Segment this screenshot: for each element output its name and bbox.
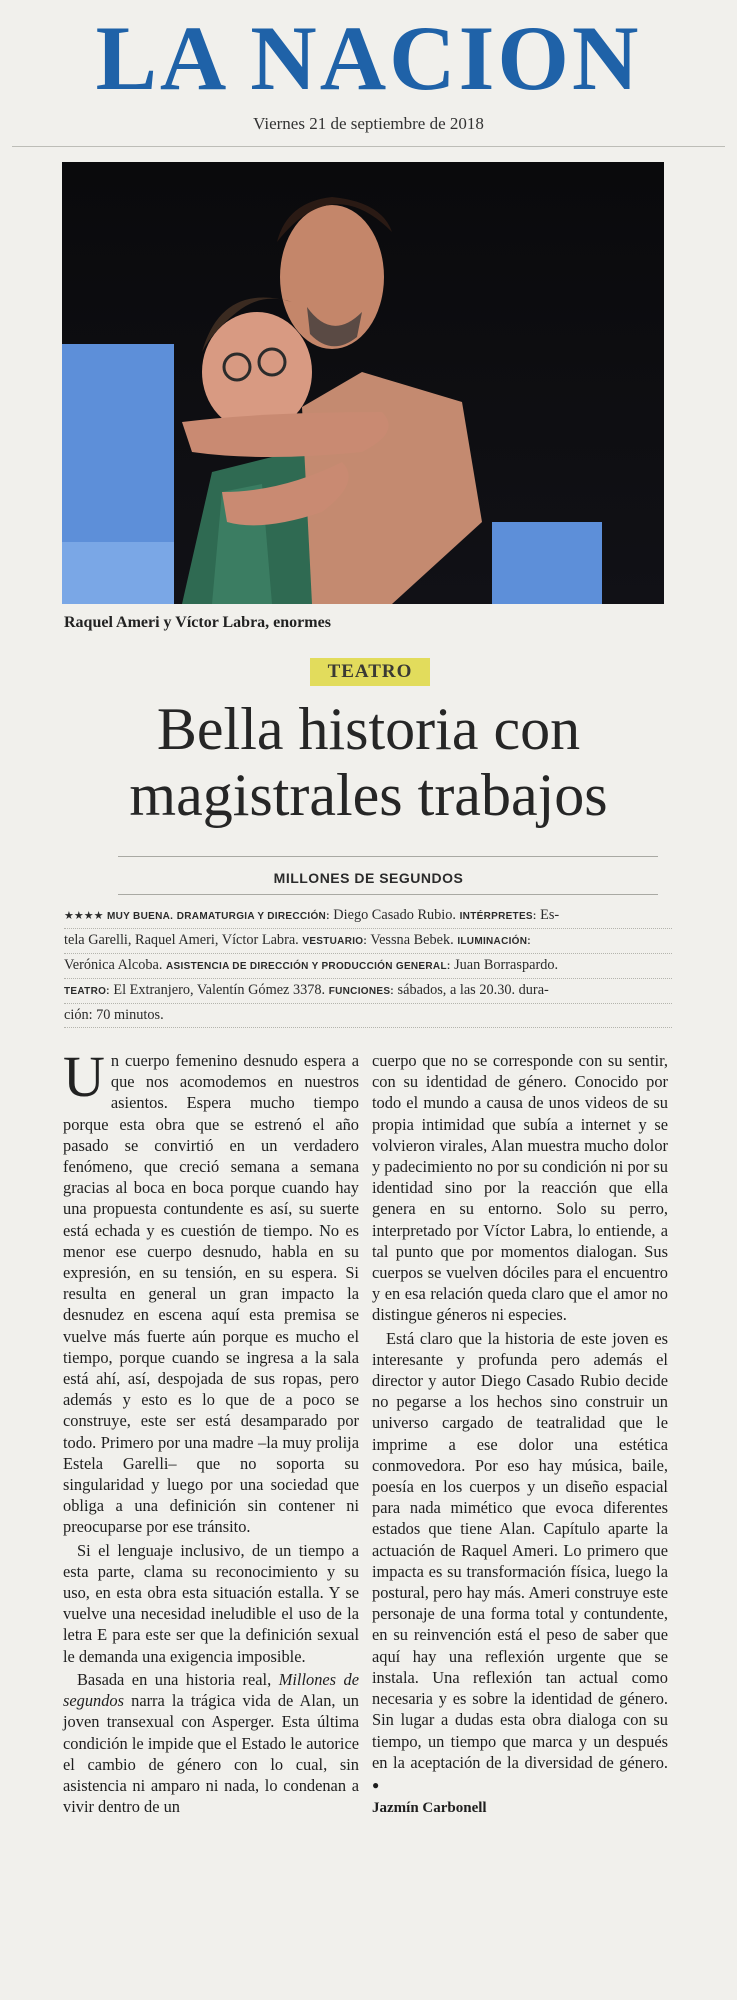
article-column-1 bbox=[63, 1044, 359, 1819]
interpretes-label: INTÉRPRETES: bbox=[459, 911, 537, 922]
credits-line-5 bbox=[64, 1004, 672, 1028]
credits-line-3 bbox=[64, 954, 672, 979]
iluminacion-label: ILUMINACIÓN: bbox=[457, 936, 531, 947]
paragraph-text: Basada en una historia real, bbox=[77, 1669, 279, 1689]
paragraph bbox=[372, 1328, 668, 1796]
credits-line-4 bbox=[64, 979, 672, 1004]
subhead-divider bbox=[118, 894, 658, 895]
photo-caption: Raquel Ameri y Víctor Labra, enormes bbox=[64, 614, 331, 631]
credits-line-1 bbox=[64, 904, 672, 929]
interpretes-value-b: tela Garelli, Raquel Ameri, Víctor Labra. bbox=[64, 932, 299, 948]
drop-cap: U bbox=[63, 1044, 105, 1109]
funciones-value-b: ción: 70 minutos. bbox=[64, 1007, 164, 1023]
paragraph bbox=[63, 1044, 359, 1538]
newspaper-masthead: LA NACION bbox=[95, 7, 642, 109]
paragraph-text: Está claro que la historia de este joven es interesante y profunda pero además el director y autor Diego Casado Rubio decide no pegarse a los hechos sino construir un universo cargado de teatralidad que le imprime a ese dolor una estética conmovedora. Por eso hay música, baile, poesía en los cuerpos y un diseño espacial para nada mimético que evoca diferentes estados que tiene Alan. Capítulo aparte la actuación de Raquel Ameri. Lo primero que impacta es su transformación física, luego la postural, pero hay más. Ameri construye este personaje de una forma total y contundente, en su reinvención está el peso de saber que aquí hay una reflexión urgente que se instala. Una reflexión tan actual como necesaria y es sobre la identidad de género. Sin lugar a dudas esta obra dialoga con su tiempo, un tiempo que marca y un después en la aceptación de la diversidad de género. bbox=[372, 1328, 668, 1772]
paragraph bbox=[63, 1669, 359, 1817]
end-mark-icon: ● bbox=[372, 1777, 380, 1792]
headline-line-1: Bella historia con bbox=[156, 696, 581, 762]
asistencia-value: Juan Borraspardo. bbox=[454, 957, 559, 973]
headline-divider bbox=[118, 856, 658, 857]
teatro-label: TEATRO: bbox=[64, 986, 110, 997]
rating-label: MUY BUENA. bbox=[107, 911, 174, 922]
paragraph-text: narra la trágica vida de Alan, un joven transexual con Asperger. Esta última condición le impide que el Estado le autorice el cambio de género con lo cual, sin asistencia ni amparo ni nada, lo condenan a vivir dentro de un bbox=[63, 1691, 359, 1817]
section-kicker: TEATRO bbox=[310, 658, 430, 686]
funciones-label: FUNCIONES: bbox=[328, 986, 394, 997]
author-byline: Jazmín Carbonell bbox=[372, 1800, 487, 1817]
article-photo bbox=[62, 162, 664, 604]
show-title: MILLONES DE SEGUNDOS bbox=[273, 870, 464, 886]
paragraph: Si el lenguaje inclusivo, de un tiempo a esta parte, clama su reconocimiento y su uso, en esta obra esta situación estalla. Y se vuelve una necesidad ineludible el uso de la letra E para este ser que la definición sexual le demanda una exigencia imposible. bbox=[63, 1540, 359, 1666]
rating-stars-icon: ★★★★ bbox=[64, 910, 104, 922]
paragraph-text: n cuerpo femenino desnudo espera a que nos acomodemos en nuestros asientos. Espera mucho tiempo porque esta obra que se estrenó el año pasado se convirtió en un verdadero fenómeno, que creció semana a semana gracias al boca en boca porque cuando hay una propuesta contundente es así, su suerte está echada y es cuestión de tiempo. No es menor ese cuerpo desnudo, habla en su expresión, en su tensión, en su espera. Si resulta en general un gran impacto la desnudez en escena aquí esta premisa se vuelve más fuerte aún porque es mucho el tiempo, porque cuando se ingresa a la sala está ahí, así, despojada de sus ropas, pero además y esto es lo que de a poco se construye, este ser está desamparado por todo. Primero por una madre –la muy prolija Estela Garelli– que no soporta su singularidad y luego por una sociedad que obliga a una definición sin contener ni preocuparse por ese tránsito. bbox=[63, 1051, 359, 1537]
asistencia-label: ASISTENCIA DE DIRECCIÓN Y PRODUCCIÓN GENERAL: bbox=[166, 961, 451, 972]
funciones-value-a: sábados, a las 20.30. dura- bbox=[397, 982, 549, 998]
interpretes-value-a: Es- bbox=[540, 907, 560, 923]
article-headline bbox=[0, 696, 737, 828]
show-credits bbox=[64, 904, 672, 1028]
credits-line-2 bbox=[64, 929, 672, 954]
iluminacion-value: Verónica Alcoba. bbox=[64, 957, 163, 973]
paragraph: cuerpo que no se corresponde con su sentir, con su identidad de género. Conocido por todo el mundo a causa de unos videos de su propia intimidad que subía a internet y se volvieron virales, Alan muestra mucho dolor y padecimiento no por su condición ni por su identidad sino por la reacción que ella genera en su entorno. Solo su perro, interpretado por Víctor Labra, lo entiende, a tal punto que por momentos dialogan. Sus cuerpos se vuelven dóciles para el encuentro y en esa relación queda claro que el amor no distingue géneros ni especies. bbox=[372, 1051, 668, 1325]
headline-line-2: magistrales trabajos bbox=[129, 762, 608, 828]
article-column-2 bbox=[372, 1050, 668, 1819]
vestuario-value: Vessna Bebek. bbox=[370, 932, 454, 948]
masthead-divider bbox=[12, 146, 725, 147]
vestuario-label: VESTUARIO: bbox=[302, 936, 368, 947]
dramaturgia-label: DRAMATURGIA Y DIRECCIÓN: bbox=[176, 911, 330, 922]
show-title-inline: Millones de segundos bbox=[63, 1669, 359, 1711]
teatro-value: El Extranjero, Valentín Gómez 3378. bbox=[113, 982, 326, 998]
publication-date: Viernes 21 de septiembre de 2018 bbox=[253, 114, 484, 133]
theater-scene-illustration bbox=[62, 162, 664, 604]
dramaturgia-value: Diego Casado Rubio. bbox=[333, 907, 457, 923]
